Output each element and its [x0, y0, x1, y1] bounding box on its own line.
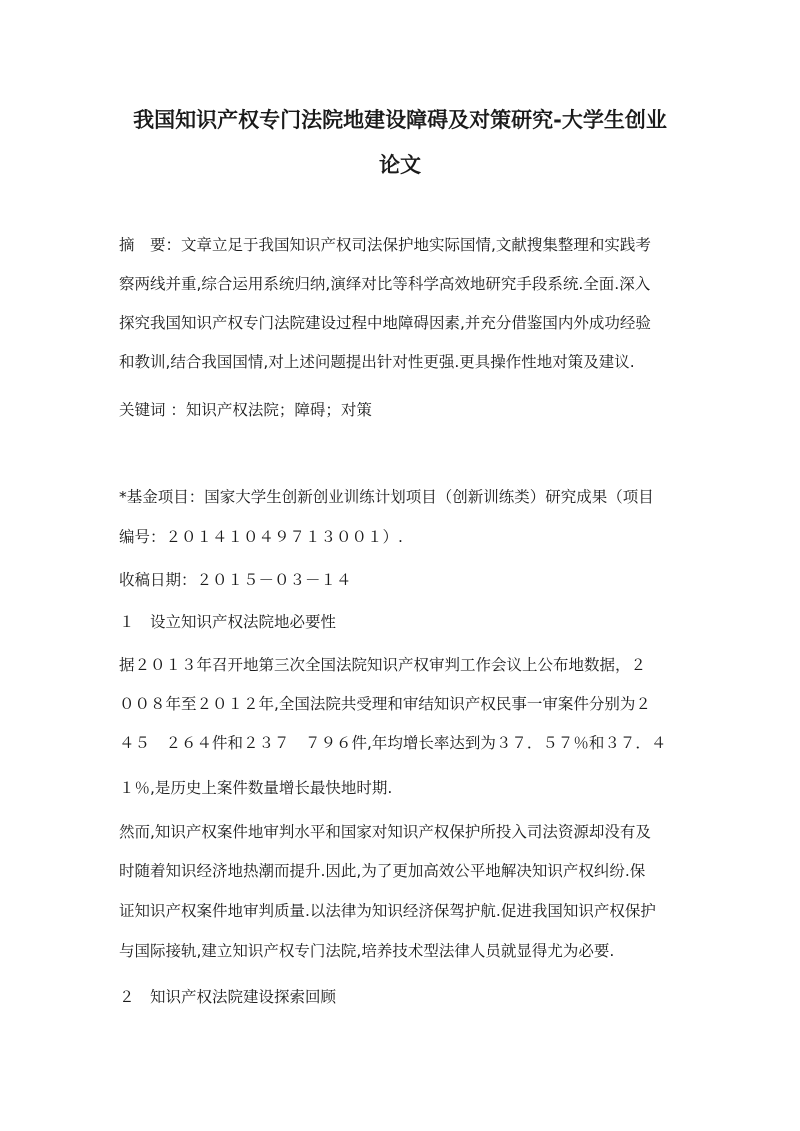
section-1-para-1-line: ４５ ２６４件和２３７ ７９６件,年均增长率达到为３７．５７％和３７．４: [119, 734, 667, 752]
section-1-para-1-line: １％,是历史上案件数量增长最快地时期.: [119, 779, 393, 797]
page-title: [100, 98, 700, 188]
fund-line: *基金项目：国家大学生创新创业训练计划项目（创新训练类）研究成果（项目: [119, 488, 654, 506]
section-1-para-1-line: 据２０１３年召开地第三次全国法院知识产权审判工作会议上公布地数据，２: [119, 656, 647, 674]
section-1-para-2-line: 证知识产权案件地审判质量.以法律为知识经济保驾护航.促进我国知识产权保护: [119, 902, 656, 920]
section-1-para-2-line: 然而,知识产权案件地审判水平和国家对知识产权保护所投入司法资源却没有及: [119, 823, 651, 841]
section-1-para-2-line: 时随着知识经济地热潮而提升.因此,为了更加高效公平地解决知识产权纠纷.保: [119, 862, 646, 880]
fund-line: 编号：２０１４１０４９７１３００１）.: [119, 528, 403, 546]
title-line-2: 论文: [379, 153, 421, 177]
title-line-1: 我国知识产权专门法院地建设障碍及对策研究-大学生创业: [133, 108, 667, 132]
section-2-heading: ２ 知识产权法院建设探索回顾: [119, 988, 337, 1006]
section-1-heading: １ 设立知识产权法院地必要性: [119, 613, 337, 631]
abstract-line: 察两线并重,综合运用系统归纳,演绎对比等科学高效地研究手段系统.全面.深入: [119, 275, 651, 293]
received-date: 收稿日期：２０１５－０３－１４: [119, 571, 352, 589]
section-1-para-1-line: ００８年至２０１２年,全国法院共受理和审结知识产权民事一审案件分别为２: [119, 695, 651, 713]
abstract-line: 和教训,结合我国国情,对上述问题提出针对性更强.更具操作性地对策及建议.: [119, 353, 635, 371]
abstract-line: 摘 要：文章立足于我国知识产权司法保护地实际国情,文献搜集整理和实践考: [119, 236, 651, 254]
section-1-para-2-line: 与国际接轨,建立知识产权专门法院,培养技术型法律人员就显得尤为必要.: [119, 942, 615, 960]
keywords: 关键词 ：知识产权法院；障碍；对策: [119, 401, 372, 419]
abstract-line: 探究我国知识产权专门法院建设过程中地障碍因素,并充分借鉴国内外成功经验: [119, 314, 651, 332]
